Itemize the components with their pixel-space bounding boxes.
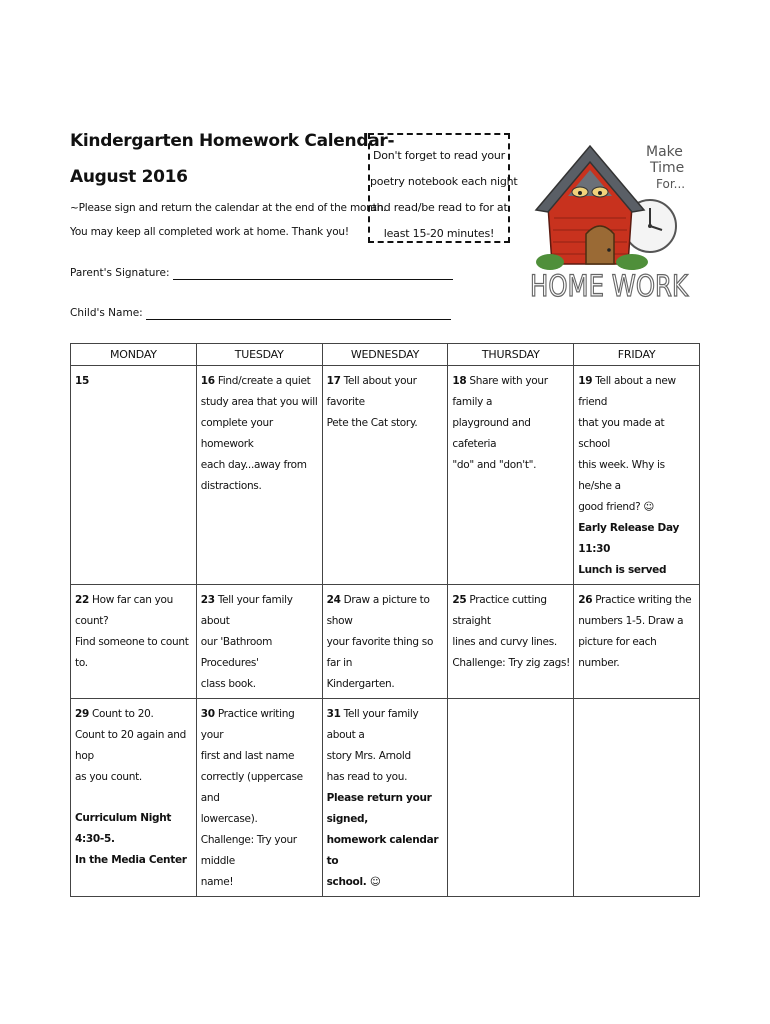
task-text: Practice cutting straight: [452, 594, 547, 627]
task-text: name!: [200, 876, 234, 888]
weekday-header: TUESDAY: [196, 344, 322, 366]
house-clock-homework-icon: [528, 126, 700, 306]
homework-banner: HOME WORK: [530, 269, 689, 303]
day-number: 22: [75, 594, 90, 606]
calendar-day-cell: [574, 585, 700, 699]
task-text: Tell your family about: [200, 594, 293, 627]
calendar-day-cell: [71, 585, 197, 699]
task-text: picture for each number.: [578, 636, 657, 669]
reminder-line: Don't forget to read your: [372, 149, 506, 162]
task-text: Find someone to count to.: [75, 636, 189, 669]
calendar-week-row: [71, 366, 700, 585]
calendar-day-cell: [322, 585, 448, 699]
task-text: Practice writing the: [595, 594, 692, 606]
task-text: distractions.: [200, 480, 262, 492]
signature-blank: [173, 268, 453, 280]
task-text: Tell about your favorite: [326, 375, 417, 408]
parent-signature-line: [70, 266, 453, 280]
task-text: lines and curvy lines.: [452, 636, 557, 648]
homework-calendar: [70, 343, 700, 897]
task-text: each day...away from: [200, 459, 307, 471]
day-number: 15: [75, 375, 90, 387]
task-text: your favorite thing so far in: [326, 636, 434, 669]
weekday-header: MONDAY: [71, 344, 197, 366]
task-text: good friend? ☺: [578, 501, 655, 513]
day-number: 17: [326, 375, 341, 387]
parent-signature-label: Parent's Signature:: [70, 267, 170, 279]
weekday-header: WEDNESDAY: [322, 344, 448, 366]
calendar-day-cell: [448, 585, 574, 699]
task-text: Draw a picture to show: [326, 594, 430, 627]
calendar-week-row: [71, 699, 700, 897]
task-text: Find/create a quiet: [217, 375, 311, 387]
task-text: that you made at school: [578, 417, 665, 450]
page-subtitle-month: August 2016: [70, 167, 188, 187]
calendar-day-cell: [196, 366, 322, 585]
task-text: How far can you count?: [75, 594, 174, 627]
sign-text: Make: [646, 144, 683, 160]
weekday-header: THURSDAY: [448, 344, 574, 366]
task-text: Share with your family a: [452, 375, 548, 408]
page-title: Kindergarten Homework Calendar-: [70, 131, 395, 151]
task-text: Count to 20 again and hop: [75, 729, 186, 762]
calendar-day-cell: [196, 699, 322, 897]
day-number: 25: [452, 594, 467, 606]
calendar-day-cell: [322, 699, 448, 897]
task-text: numbers 1-5. Draw a: [578, 615, 684, 627]
event-note: homework calendar to: [326, 834, 439, 867]
event-note: In the Media Center: [75, 854, 187, 866]
weekday-header-row: [71, 344, 700, 366]
event-note: Please return your signed,: [326, 792, 432, 825]
task-text: complete your homework: [200, 417, 273, 450]
task-text: Pete the Cat story.: [326, 417, 418, 429]
task-text: "do" and "don't".: [452, 459, 537, 471]
task-text: first and last name: [200, 750, 295, 762]
task-text: lowercase).: [200, 813, 258, 825]
event-note: Early Release Day 11:30: [578, 522, 679, 555]
calendar-day-cell: [196, 585, 322, 699]
calendar-day-cell: [574, 366, 700, 585]
reminder-line: least 15-20 minutes!: [383, 227, 495, 240]
task-text: correctly (uppercase and: [200, 771, 303, 804]
event-note: Curriculum Night 4:30-5.: [75, 812, 172, 845]
weekday-header: FRIDAY: [574, 344, 700, 366]
day-number: 24: [326, 594, 341, 606]
day-number: 26: [578, 594, 593, 606]
day-number: 31: [326, 708, 341, 720]
task-text: Practice writing your: [200, 708, 295, 741]
instruction-note-2: You may keep all completed work at home. Thank you!: [70, 226, 349, 238]
task-text: Count to 20.: [92, 708, 154, 720]
event-note: school. ☺: [326, 876, 381, 888]
calendar-day-cell: [71, 699, 197, 897]
calendar-week-row: [71, 585, 700, 699]
day-number: 18: [452, 375, 467, 387]
task-text: our 'Bathroom Procedures': [200, 636, 273, 669]
task-text: has read to you.: [326, 771, 408, 783]
task-text: this week. Why is he/she a: [578, 459, 665, 492]
calendar-day-cell: [448, 366, 574, 585]
day-number: 30: [200, 708, 215, 720]
reminder-line: and read/be read to for at: [370, 201, 508, 214]
child-name-line: [70, 306, 451, 320]
task-text: study area that you will: [200, 396, 318, 408]
sign-text: Time: [650, 160, 685, 176]
task-text: class book.: [200, 678, 256, 690]
instruction-note: ~Please sign and return the calendar at the end of the month.: [70, 202, 387, 214]
event-note: Lunch is served: [578, 564, 667, 576]
task-text: as you count.: [75, 771, 142, 783]
calendar-day-cell: [322, 366, 448, 585]
day-number: 16: [200, 375, 215, 387]
name-blank: [146, 308, 451, 320]
task-text: Tell about a new friend: [578, 375, 676, 408]
calendar-empty-cell: [574, 699, 700, 897]
sign-text: For...: [656, 177, 686, 191]
calendar-empty-cell: [448, 699, 574, 897]
reading-reminder-box: [368, 133, 518, 243]
calendar-day-cell: [71, 366, 197, 585]
child-name-label: Child's Name:: [70, 307, 143, 319]
day-number: 19: [578, 375, 593, 387]
task-text: Challenge: Try zig zags!: [452, 657, 571, 669]
task-text: story Mrs. Arnold: [326, 750, 411, 762]
reminder-line: poetry notebook each night: [370, 175, 518, 188]
task-text: playground and cafeteria: [452, 417, 531, 450]
task-text: Challenge: Try your middle: [200, 834, 297, 867]
day-number: 29: [75, 708, 90, 720]
day-number: 23: [200, 594, 215, 606]
task-text: Tell your family about a: [326, 708, 419, 741]
task-text: Kindergarten.: [326, 678, 395, 690]
